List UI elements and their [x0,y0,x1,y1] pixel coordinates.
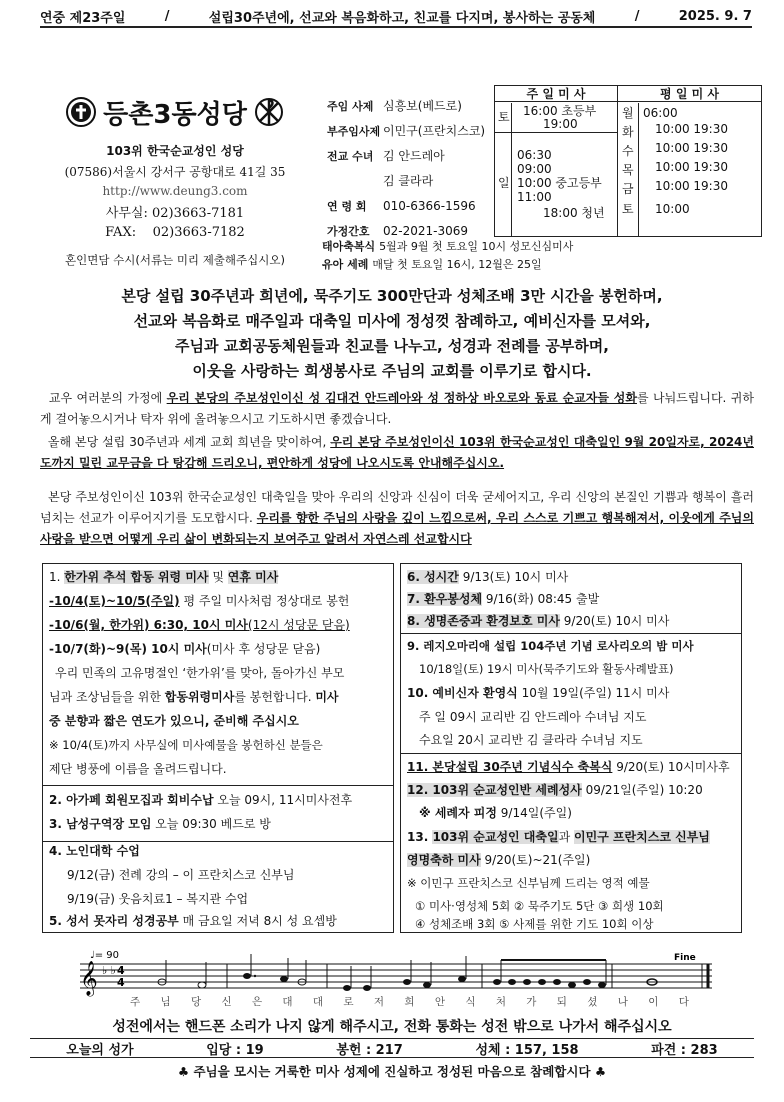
treble-clef-icon: 𝄞 [80,961,98,996]
fax: FAX: 02)3663-7182 [105,225,245,240]
patron-label: 103위 한국순교성인 성당 [106,144,244,158]
notice-5: 5. 성서 못자리 성경공부 매 금요일 저녁 8시 성 요셉방 [49,914,337,928]
separator: / [634,8,640,24]
chi-rho-icon [253,96,285,128]
staff-row: 주임 사제 심흥보(베드로) [327,99,462,113]
paragraph-icon-distribution: 교우 여러분의 가정에 우리 본당의 주보성인이신 성 김대건 안드레아와 성 정하상 바오로와 동료 순교자들 성화를 나눠드립니다. 귀하게 걸어놓으시거나 탁자 위에 올려놓으시고 기도하시면 좋겠습니다. [40,391,754,426]
church-seal-icon [65,96,97,128]
saturday-label: 토 [498,110,510,124]
church-info [30,92,320,240]
weekday-time: 10:00 19:30 [655,122,728,136]
notice-box-right: 6. 성시간 9/13(토) 10시 미사 7. 환우봉성체 9/16(화) 08:45 출발 8. 생명존중과 환경보호 미사 9/20(토) 10시 미사 9. 레지오마리애 설립 104주년 기념 로사리오의 밤 미사 10/18일(토) 19시 미사(묵주기도와 활동사례발표) 10. 예비신자 환영식 10월 19일(주일) 11시 미사 주 일 09시 교리반 김 안드레아 수녀님 지도 수요일 20시 교리반 김 클라라 수녀님 지도 11. 본당설립 30주년 기념식수 축복식 9/20(토) 10시미사후 12. 103위 순교성인반 세례성사 09/21일(주일) 10:20 ※ 세례자 피정 9/14일(주일) 13. 103위 순교성인 대축일과 이민구 프란치스코 신부님 영명축하 미사 9/20(토)~21(주일) ※ 이민구 프란치스코 신부님께 드리는 영적 예물 ① 미사·영성체 5회 ② 묵주기도 5단 ③ 희생 10회 ④ 성체조배 3회 ⑤ 사제를 위한 기도 10회 이상 [400,563,742,933]
notice-4: 4. 노인대학 수업 [49,844,140,858]
fine-marking: Fine [674,953,696,963]
staff-row: 연 령 회 010-6366-1596 [327,198,476,213]
notice-1-title: 1. 한가위 추석 합동 위령 미사 및 연휴 미사 [49,570,279,584]
score-lyrics: 주 님 당 신 은 대 대 로 저 희 안 식 처 가 되 셨 나 이 다 [130,996,690,1008]
paragraph-dues-waiver: 올해 본당 설립 30주년과 세계 교회 희년을 맞이하여, 우리 본당 주보성인이신 103위 한국순교성인 대축일인 9월 20일자로, 2024년도까지 밀린 교무금을 다 탕감해 드리오니, 편안하게 성당에 나오시도록 안내해주십시오. [40,435,754,470]
notice-8: 8. 생명존중과 환경보호 미사 9/20(토) 10시 미사 [407,614,670,628]
mass-schedule-table [494,85,762,237]
weekday-label: 목 [622,163,634,177]
weekday-time: 10:00 19:30 [655,160,728,174]
weekday-time: 10:00 [655,202,690,216]
notice-box-left-bottom: 4. 노인대학 수업 9/12(금) 전례 강의 – 이 프란치스코 신부님 9/19(금) 웃음치료1 – 복지관 수업 5. 성서 못자리 성경공부 매 금요일 저녁 8시 성 요셉방 [42,841,394,933]
top-bar [40,6,752,28]
mass-time: 11:00 [517,190,552,204]
staff-row: 김 클라라 [383,174,434,188]
address: (07586)서울시 강서구 공항대로 41길 35 [64,165,286,179]
motto: 설립30주년에, 선교와 복음화하고, 친교를 다지며, 봉사하는 공동체 [208,10,596,26]
svg-text:4: 4 [117,964,125,977]
hymn-communion: 성체 : 157, 158 [475,1042,579,1058]
date: 2025. 9. 7 [678,8,752,24]
hymn-recessional: 파견 : 283 [651,1042,718,1058]
sacrament-notes [322,238,573,274]
church-title [30,92,320,132]
notice-3: 3. 남성구역장 모임 오늘 09:30 베드로 방 [49,817,271,831]
week-label: 연중 제23주일 [40,10,126,26]
weekday-time: 10:00 19:30 [655,179,728,193]
staff-list [327,93,497,243]
notice-10: 10. 예비신자 환영식 10월 19일(주일) 11시 미사 [407,686,670,700]
paragraph-evangelization: 본당 주보성인이신 103위 한국순교성인 대축일을 맞아 우리의 신앙과 신심이 더욱 굳세어지고, 우리 신앙의 본질인 기쁨과 행복이 흘러넘치는 선교가 이루어지기를 도모합시다. 우리를 향한 주님의 사랑을 깊이 느낌으로써, 우리 스스로 기쁘고 행복해져서, 이웃에게 주님의 사랑을 받으면 어떻게 우리 삶이 변화되는지 보여주고 알려서 자연스레 선교합시다 [40,490,754,546]
staff-row: 가정간호 02-2021-3069 [327,223,469,238]
weekday-time: 06:00 [643,106,678,120]
notice-13: 13. 103위 순교성인 대축일과 이민구 프란치스코 신부님 [407,830,710,844]
tempo-marking: ♩= 90 [90,950,119,961]
notice-box-left-top: 1. 한가위 추석 합동 위령 미사 및 연휴 미사 -10/4(토)~10/5(주일) 평 주일 미사처럼 정상대로 봉헌 -10/6(월, 한가위) 6:30, 10시 미사(12시 성당문 닫음) -10/7(화)~9(목) 10시 미사(미사 후 성당문 닫음) 우리 민족의 고유명절인 ‘한가위’를 맞아, 돌아가신 부모 님과 조상님들을 위한 합동위령미사를 봉헌합니다. 미사 중 분향과 짧은 연도가 있으니, 준비해 주십시오 ※ 10/4(토)까지 사무실에 미사예물을 봉헌하신 분들은 제단 병풍에 이름을 올려드립니다. 2. 아가페 회원모집과 회비수납 오늘 09시, 11시미사전후 3. 남성구역장 모임 오늘 09:30 베드로 방 [42,563,394,842]
mass-time: 10:00 중고등부 [517,176,602,190]
church-name: 등촌3동성당 [103,99,247,130]
staff-row: 전교 수녀 김 안드레아 [327,149,445,163]
marriage-notice: 혼인면담 수시(서류는 미리 제출해주십시오) [65,253,285,267]
weekday-label: 월 [622,106,634,120]
weekday-label: 화 [622,125,634,139]
svg-text:♭ ♭: ♭ ♭ [102,964,116,977]
hymn-title: 오늘의 성가 [66,1042,134,1058]
notice-2: 2. 아가페 회원모집과 회비수납 오늘 09시, 11시미사전후 [49,793,353,807]
hymn-entrance: 입당 : 19 [206,1042,264,1058]
separator: / [164,8,170,24]
phone-notice: 성전에서는 핸드폰 소리가 나지 않게 해주시고, 전화 통화는 성전 밖으로 나가서 해주십시오 [112,1019,672,1035]
closing-message: ♣ 주님을 모시는 거룩한 미사 성제에 진실하고 정성된 마음으로 참례합시다 ♣ [177,1064,607,1079]
sunday-mass-header: 주 일 미 사 [495,86,617,102]
website-link[interactable]: http://www.deung3.com [102,184,248,198]
office-phone: 사무실: 02)3663-7181 [105,206,245,221]
notice-7: 7. 환우봉성체 9/16(화) 08:45 출발 [407,592,600,606]
mass-time: 06:30 [517,148,552,162]
staff-row: 부주임사제 이민구(프란치스코) [327,124,486,138]
sunday-label: 일 [498,176,510,190]
notice-6: 6. 성시간 9/13(토) 10시 미사 [407,570,569,584]
weekday-mass-header: 평 일 미 사 [618,86,761,102]
weekday-time: 10:00 19:30 [655,141,728,155]
notice-12: 12. 103위 순교성인반 세례성사 09/21일(주일) 10:20 [407,783,703,797]
weekday-label: 수 [622,144,634,158]
fetus-blessing: 태아축복식 5월과 9월 첫 토요일 10시 성모신심미사 [322,240,574,253]
mass-time: 09:00 [517,162,552,176]
weekday-label: 토 [622,202,634,216]
infant-baptism: 유아 세례 매달 첫 토요일 16시, 12월은 25일 [322,258,542,271]
notice-9: 9. 레지오마리애 설립 104주년 기념 로사리오의 밤 미사 [407,639,694,653]
hymn-bar [30,1038,754,1058]
hymn-offertory: 봉헌 : 217 [336,1042,403,1058]
mass-time: 16:00 초등부 [523,104,597,118]
mass-time: 18:00 청년 [543,206,605,220]
notice-11: 11. 본당설립 30주년 기념식수 축복식 9/20(토) 10시미사후 [407,760,730,774]
mission-statement: 본당 설립 30주년과 희년에, 묵주기도 300만단과 성체조배 3만 시간을 봉헌하며, 선교와 복음화로 매주일과 대축일 미사에 정성껏 참례하고, 예비신자를 모셔와, 주님과 교회공동체원들과 친교를 나누고, 성경과 전례를 공부하며, 이웃을 사랑하는 희생봉사로 주님의 교회를 이루기로 합시다. [121,287,663,380]
mass-time: 19:00 [543,117,578,131]
svg-text:4: 4 [117,976,125,989]
weekday-label: 금 [622,182,634,196]
